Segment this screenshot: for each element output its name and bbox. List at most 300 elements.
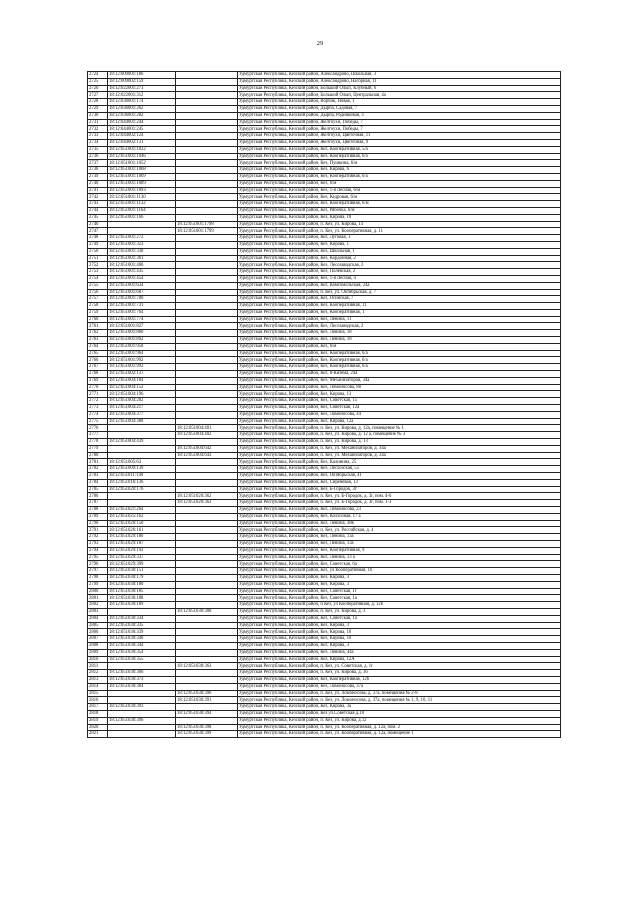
- address-cell: Удмуртская Республика, Кезский район, Кез, Кирова, 10: [238, 629, 561, 636]
- cadastral-number-cell: 18:12:051030:366: [108, 670, 176, 677]
- address-cell: Удмуртская Республика, Кезский район, п. Кез, ул. Кирова, д. 3: [238, 608, 561, 615]
- address-cell: Удмуртская Республика, Кезский район, Кез, Кооперативная, 6/а: [238, 357, 561, 364]
- row-number-cell: 2747: [88, 228, 108, 235]
- sub-cadastral-number-cell: [176, 364, 238, 371]
- sub-cadastral-number-cell: [176, 629, 238, 636]
- row-number-cell: 2786: [88, 493, 108, 500]
- row-number-cell: 2758: [88, 303, 108, 310]
- sub-cadastral-number-cell: [176, 683, 238, 690]
- address-cell: Удмуртская Республика, Кезский район, Кез, Школьная, 1: [238, 248, 561, 255]
- sub-cadastral-number-cell: [176, 595, 238, 602]
- row-number-cell: 2803: [88, 608, 108, 615]
- cadastral-number-cell: 18:12:051004:439: [108, 439, 176, 446]
- address-cell: Удмуртская Республика, Кезский район, п. Кез, ул. Ломоносова, д. 37а, помещения № 2-8: [238, 690, 561, 697]
- address-cell: Удмуртская Республика, Кезский район, Кез, Кирова, 3: [238, 581, 561, 588]
- table-row: [88, 112, 561, 119]
- cadastral-number-cell: 18:12:051001:1132: [108, 201, 176, 208]
- sub-cadastral-number-cell: [176, 479, 238, 486]
- sub-cadastral-number-cell: [176, 615, 238, 622]
- sub-cadastral-number-cell: [176, 289, 238, 296]
- table-row: [88, 704, 561, 711]
- sub-cadastral-number-cell: [176, 466, 238, 473]
- sub-cadastral-number-cell: [176, 92, 238, 99]
- cadastral-number-cell: 18:12:051025:162: [108, 513, 176, 520]
- row-number-cell: 2730: [88, 112, 108, 119]
- sub-cadastral-number-cell: [176, 486, 238, 493]
- sub-cadastral-number-cell: [176, 119, 238, 126]
- row-number-cell: 2812: [88, 670, 108, 677]
- row-number-cell: 2790: [88, 520, 108, 527]
- cadastral-number-cell: [108, 690, 176, 697]
- row-number-cell: 2746: [88, 221, 108, 228]
- row-number-cell: 2737: [88, 160, 108, 167]
- address-cell: Удмуртская Республика, Кезский район, Кез, Кирова, 3: [238, 622, 561, 629]
- table-row: [88, 527, 561, 534]
- cadastral-number-cell: 18:12:051030:340: [108, 636, 176, 643]
- table-row: [88, 520, 561, 527]
- cadastral-number-cell: 18:12:051001:700: [108, 296, 176, 303]
- table-row: [88, 670, 561, 677]
- sub-cadastral-number-cell: [176, 262, 238, 269]
- table-row: [88, 201, 561, 208]
- table-row: [88, 173, 561, 180]
- row-number-cell: 2802: [88, 602, 108, 609]
- sub-cadastral-number-cell: [176, 371, 238, 378]
- table-row: [88, 459, 561, 466]
- sub-cadastral-number-cell: [176, 316, 238, 323]
- cadastral-number-cell: 18:12:022001:312: [108, 92, 176, 99]
- sub-cadastral-number-cell: [176, 214, 238, 221]
- sub-cadastral-number-cell: [176, 520, 238, 527]
- sub-cadastral-number-cell: [176, 248, 238, 255]
- cadastral-number-cell: 18:12:051001:892: [108, 337, 176, 344]
- sub-cadastral-number-cell: [176, 126, 238, 133]
- cadastral-number-cell: [108, 432, 176, 439]
- row-number-cell: 2769: [88, 377, 108, 384]
- table-row: [88, 561, 561, 568]
- row-number-cell: 2794: [88, 547, 108, 554]
- sub-cadastral-number-cell: [176, 540, 238, 547]
- address-cell: Удмуртская Республика, Кезский район, Кез, 8-Кизема, 24а: [238, 371, 561, 378]
- row-number-cell: 2744: [88, 207, 108, 214]
- sub-cadastral-number-cell: [176, 337, 238, 344]
- row-number-cell: 2779: [88, 445, 108, 452]
- cadastral-number-cell: 18:12:051030:188: [108, 595, 176, 602]
- cadastral-number-cell: 18:12:051001:1069: [108, 173, 176, 180]
- row-number-cell: 2768: [88, 371, 108, 378]
- cadastral-number-cell: 18:12:051029:337: [108, 554, 176, 561]
- cadastral-number-cell: 18:12:051029:192: [108, 547, 176, 554]
- sub-cadastral-number-cell: [176, 636, 238, 643]
- row-number-cell: 2762: [88, 330, 108, 337]
- row-number-cell: 2740: [88, 180, 108, 187]
- cadastral-number-cell: 18:12:051030:339: [108, 629, 176, 636]
- cadastral-number-cell: [108, 663, 176, 670]
- cadastral-number-cell: 18:12:051001:1164: [108, 207, 176, 214]
- address-cell: Удмуртская Республика, Кезский район, п. Кез, ул. Советская, д. 1г: [238, 663, 561, 670]
- row-number-cell: 2788: [88, 507, 108, 514]
- sub-cadastral-number-cell: 18:12:051030:390: [176, 690, 238, 697]
- row-number-cell: 2743: [88, 201, 108, 208]
- table-row: [88, 194, 561, 201]
- cadastral-number-cell: 18:12:051002:137: [108, 371, 176, 378]
- address-cell: Удмуртская Республика, Кезский район, Кез, Пушкина, 6/м: [238, 160, 561, 167]
- sub-cadastral-number-cell: [176, 418, 238, 425]
- row-number-cell: 2773: [88, 405, 108, 412]
- sub-cadastral-number-cell: [176, 561, 238, 568]
- cadastral-number-cell: 18:12:051030:384: [108, 683, 176, 690]
- address-cell: Удмуртская Республика, Кезский район, Кез, Механизаторов, 34а: [238, 377, 561, 384]
- cadastral-number-cell: 18:12:009001:186: [108, 72, 176, 79]
- sub-cadastral-number-cell: 18:12:051030:399: [176, 731, 238, 738]
- address-cell: Удмуртская Республика, Кезский район, п. Кез, ул. Ломоносова, д. 37а, помещения № 1, 9, 10, 11: [238, 697, 561, 704]
- sub-cadastral-number-cell: [176, 405, 238, 412]
- table-row: [88, 411, 561, 418]
- table-row: [88, 445, 561, 452]
- address-cell: Удмуртская Республика, Кезский район, Кез, Ленина, 11: [238, 316, 561, 323]
- row-number-cell: 2753: [88, 269, 108, 276]
- table-row: [88, 534, 561, 541]
- row-number-cell: 2789: [88, 513, 108, 520]
- table-row: [88, 439, 561, 446]
- cadastral-number-cell: 18:12:051029:187: [108, 540, 176, 547]
- address-cell: Удмуртская Республика, Кезский район, Кез, 1-я Лесная, 4: [238, 275, 561, 282]
- table-row: [88, 92, 561, 99]
- cadastral-number-cell: 18:12:051009:139: [108, 466, 176, 473]
- table-row: [88, 221, 561, 228]
- cadastral-number-cell: 18:12:051020:176: [108, 486, 176, 493]
- sub-cadastral-number-cell: [176, 602, 238, 609]
- sub-cadastral-number-cell: [176, 153, 238, 160]
- cadastral-number-cell: 18:12:051004:388: [108, 418, 176, 425]
- table-row: [88, 187, 561, 194]
- cadastral-number-cell: 18:12:051004:184: [108, 377, 176, 384]
- table-row: [88, 85, 561, 92]
- cadastral-number-cell: 18:12:051030:185: [108, 588, 176, 595]
- table-row: [88, 717, 561, 724]
- table-row: [88, 153, 561, 160]
- row-number-cell: 2778: [88, 439, 108, 446]
- address-cell: Удмуртская Республика, Кезский район, Кез, Комсомольская, 24а: [238, 282, 561, 289]
- row-number-cell: 2738: [88, 167, 108, 174]
- row-number-cell: 2741: [88, 187, 108, 194]
- address-cell: Удмуртская Республика, Кезский район, Желтоухи, Победы, 7: [238, 119, 561, 126]
- address-cell: Удмуртская Республика, Кезский район, Кез, Ломоносова, 44: [238, 411, 561, 418]
- cadastral-number-cell: 18:12:051011:140: [108, 473, 176, 480]
- row-number-cell: 2735: [88, 146, 108, 153]
- row-number-cell: 2751: [88, 255, 108, 262]
- row-number-cell: 2785: [88, 486, 108, 493]
- row-number-cell: 2760: [88, 316, 108, 323]
- table-row: [88, 343, 561, 350]
- sub-cadastral-number-cell: [176, 309, 238, 316]
- sub-cadastral-number-cell: [176, 160, 238, 167]
- cadastral-number-cell: 18:12:051001:1130: [108, 194, 176, 201]
- cadastral-number-cell: 18:12:051001:687: [108, 289, 176, 296]
- sub-cadastral-number-cell: [176, 296, 238, 303]
- table-row: [88, 697, 561, 704]
- cadastral-number-cell: 18:12:051001:1068: [108, 167, 176, 174]
- address-cell: Удмуртская Республика, Кезский район, Кез, Кедровая, 6/м: [238, 194, 561, 201]
- address-cell: Удмуртская Республика, Кезский район, Кез, 6/м: [238, 180, 561, 187]
- table-row: [88, 364, 561, 371]
- table-row: [88, 235, 561, 242]
- sub-cadastral-number-cell: [176, 78, 238, 85]
- cadastral-number-cell: 18:12:051030:354: [108, 649, 176, 656]
- row-number-cell: 2797: [88, 568, 108, 575]
- page-number: 29: [316, 40, 324, 47]
- sub-cadastral-number-cell: [176, 180, 238, 187]
- table-row: [88, 649, 561, 656]
- cadastral-number-cell: 18:12:051001:764: [108, 309, 176, 316]
- address-cell: Удмуртская Республика, Кезский район, Кез, Ломоносова, 23: [238, 507, 561, 514]
- address-cell: Удмуртская Республика, Кезский район, п. Кез, ул. Кирова, д. 12а, помещение № 1: [238, 425, 561, 432]
- row-number-cell: 2776: [88, 425, 108, 432]
- table-row: [88, 540, 561, 547]
- sub-cadastral-number-cell: [176, 350, 238, 357]
- row-number-cell: 2780: [88, 452, 108, 459]
- address-cell: Удмуртская Республика, Кезский район, Кез, Сиреневая, 13: [238, 479, 561, 486]
- sub-cadastral-number-cell: [176, 357, 238, 364]
- address-cell: Удмуртская Республика, Кезский район, Кез, Кирова, 12А: [238, 656, 561, 663]
- row-number-cell: 2766: [88, 357, 108, 364]
- address-cell: Удмуртская Республика, Кезский район, Кез, Кооперативная, 12б: [238, 676, 561, 683]
- sub-cadastral-number-cell: [176, 574, 238, 581]
- row-number-cell: 2804: [88, 615, 108, 622]
- sub-cadastral-number-cell: [176, 187, 238, 194]
- sub-cadastral-number-cell: 18:12:051020:363: [176, 500, 238, 507]
- row-number-cell: 2774: [88, 411, 108, 418]
- row-number-cell: 2765: [88, 350, 108, 357]
- table-row: [88, 337, 561, 344]
- cadastral-number-cell: 18:12:051030:179: [108, 574, 176, 581]
- address-cell: Удмуртская Республика, Кезский район, Кез, Советская, 1г: [238, 588, 561, 595]
- table-row: [88, 296, 561, 303]
- address-cell: Удмуртская Республика, Кезский район, Кез, 1-я Лесная, 6/м: [238, 187, 561, 194]
- cadastral-number-cell: 18:12:051001:993: [108, 364, 176, 371]
- table-row: [88, 323, 561, 330]
- row-number-cell: 2805: [88, 622, 108, 629]
- row-number-cell: 2739: [88, 173, 108, 180]
- cadastral-number-cell: 18:12:051001:330: [108, 248, 176, 255]
- cadastral-number-cell: 18:12:051001:1089: [108, 180, 176, 187]
- sub-cadastral-number-cell: [176, 554, 238, 561]
- cadastral-number-cell: 18:12:051004:202: [108, 398, 176, 405]
- address-cell: Удмуртская Республика, Кезский район, Кез, Кооперативная, 11: [238, 303, 561, 310]
- sub-cadastral-number-cell: [176, 146, 238, 153]
- row-number-cell: 2727: [88, 92, 108, 99]
- cadastral-number-cell: 18:12:051029:186: [108, 534, 176, 541]
- address-cell: Удмуртская Республика, Кезский район, Кез, Кооперативная, 5/а: [238, 146, 561, 153]
- row-number-cell: 2726: [88, 85, 108, 92]
- cadastral-number-cell: 18:12:051004:377: [108, 411, 176, 418]
- table-row: [88, 473, 561, 480]
- cadastral-number-cell: 18:12:051004:217: [108, 405, 176, 412]
- cadastral-number-cell: 18:12:051030:344: [108, 642, 176, 649]
- table-row: [88, 724, 561, 731]
- address-cell: Удмуртская Республика, Кезский район, Александрово, Нагорная, 11: [238, 78, 561, 85]
- sub-cadastral-number-cell: [176, 384, 238, 391]
- address-cell: Удмуртская Республика, Кезский район, Кез, Ленина, 44а: [238, 649, 561, 656]
- sub-cadastral-number-cell: 18:12:051001:1799: [176, 228, 238, 235]
- address-cell: Удмуртская Республика, Кезский район, п. Кез, ул. Кооперативная, д. 12а, помещение 1: [238, 731, 561, 738]
- sub-cadastral-number-cell: 18:12:051030:391: [176, 697, 238, 704]
- sub-cadastral-number-cell: [176, 255, 238, 262]
- address-cell: Удмуртская Республика, Кезский район, Кез, Октябрьская, 41: [238, 473, 561, 480]
- table-row: [88, 622, 561, 629]
- sub-cadastral-number-cell: [176, 507, 238, 514]
- address-cell: Удмуртская Республика, Кезский район, Кез, Рябочка, 6/м: [238, 207, 561, 214]
- table-row: [88, 357, 561, 364]
- address-cell: Удмуртская Республика, Кезский район, Кез, Ломоносова, 37а: [238, 683, 561, 690]
- sub-cadastral-number-cell: [176, 343, 238, 350]
- sub-cadastral-number-cell: 18:12:051020:362: [176, 493, 238, 500]
- row-number-cell: 2771: [88, 391, 108, 398]
- cadastral-number-cell: [108, 228, 176, 235]
- address-cell: Удмуртская Республика, Кезский район, Кез, Кооперативная, 6/а: [238, 350, 561, 357]
- sub-cadastral-number-cell: [176, 133, 238, 140]
- table-row: [88, 255, 561, 262]
- table-row: [88, 554, 561, 561]
- row-number-cell: 2754: [88, 275, 108, 282]
- address-cell: Удмуртская Республика, Кезский район, Кез, Кооперативная, 6/а: [238, 153, 561, 160]
- row-number-cell: 2813: [88, 676, 108, 683]
- cadastral-number-cell: 18:12:051001:634: [108, 282, 176, 289]
- row-number-cell: 2745: [88, 214, 108, 221]
- address-cell: Удмуртская Республика, Кезский район, Кез, Полевская, 2: [238, 269, 561, 276]
- sub-cadastral-number-cell: [176, 391, 238, 398]
- row-number-cell: 2806: [88, 629, 108, 636]
- address-cell: Удмуртская Республика, Кезский район, п. Кез, ул. Кирова, д. 12 а, помещение № 3: [238, 432, 561, 439]
- table-row: [88, 119, 561, 126]
- table-row: [88, 731, 561, 738]
- row-number-cell: 2795: [88, 554, 108, 561]
- table-row: [88, 248, 561, 255]
- address-cell: Удмуртская Республика, Кезский район, Кез, Кооперативная, 6/а: [238, 173, 561, 180]
- sub-cadastral-number-cell: 18:12:051004:402: [176, 432, 238, 439]
- table-row: [88, 384, 561, 391]
- table-row: [88, 452, 561, 459]
- address-cell: Удмуртская Республика, Кезский район, Кез, Кирова, 10: [238, 636, 561, 643]
- address-cell: Удмуртская Республика, Кезский район, Кез, Лесозаводская, 2: [238, 323, 561, 330]
- sub-cadastral-number-cell: [176, 85, 238, 92]
- row-number-cell: 2787: [88, 500, 108, 507]
- table-row: [88, 574, 561, 581]
- row-number-cell: 2815: [88, 690, 108, 697]
- property-registry-table: [87, 71, 561, 738]
- address-cell: Удмуртская Республика, Кезский район, Кез, Колхозная, 17 а: [238, 513, 561, 520]
- address-cell: Удмуртская Республика, Кезский район, п. Кез, ул. Кирова, д. 13: [238, 439, 561, 446]
- sub-cadastral-number-cell: [176, 473, 238, 480]
- address-cell: Удмуртская Республика, Кезский район, Кез, Кирова, 13: [238, 391, 561, 398]
- table-row: [88, 78, 561, 85]
- table-row: [88, 588, 561, 595]
- sub-cadastral-number-cell: [176, 303, 238, 310]
- cadastral-number-cell: [108, 445, 176, 452]
- address-cell: Удмуртская Республика, Кезский район, Кез ул.Советская д.18: [238, 710, 561, 717]
- sub-cadastral-number-cell: [176, 167, 238, 174]
- sub-cadastral-number-cell: [176, 459, 238, 466]
- cadastral-number-cell: 18:12:044001:245: [108, 126, 176, 133]
- table-row: [88, 309, 561, 316]
- row-number-cell: 2810: [88, 656, 108, 663]
- table-row: [88, 405, 561, 412]
- sub-cadastral-number-cell: 18:12:051030:363: [176, 663, 238, 670]
- address-cell: Удмуртская Республика, Кезский район, Кез, Кирова, 3: [238, 642, 561, 649]
- address-cell: Удмуртская Республика, Кезский район, Дырпа, Садовая, 7: [238, 105, 561, 112]
- row-number-cell: 2808: [88, 642, 108, 649]
- cadastral-number-cell: 18:12:051001:361: [108, 255, 176, 262]
- address-cell: Удмуртская Республика, Кезский район, Кез, Осинская, 7: [238, 296, 561, 303]
- row-number-cell: 2784: [88, 479, 108, 486]
- table-row: [88, 377, 561, 384]
- table-row: [88, 663, 561, 670]
- sub-cadastral-number-cell: [176, 330, 238, 337]
- row-number-cell: 2733: [88, 133, 108, 140]
- cadastral-number-cell: 18:12:051026:150: [108, 520, 176, 527]
- row-number-cell: 2752: [88, 262, 108, 269]
- cadastral-number-cell: 18:12:051030:355: [108, 656, 176, 663]
- row-number-cell: 2725: [88, 78, 108, 85]
- sub-cadastral-number-cell: [176, 534, 238, 541]
- cadastral-number-cell: 18:12:044001:244: [108, 119, 176, 126]
- address-cell: Удмуртская Республика, Кезский район, п. Кез, ул. Октябрьская, д. 7: [238, 289, 561, 296]
- cadastral-number-cell: 18:12:051001:958: [108, 343, 176, 350]
- address-cell: Удмуртская Республика, Кезский район, п. Кез, ул. Кооперативная, д. 11: [238, 228, 561, 235]
- table-row: [88, 262, 561, 269]
- table-row: [88, 282, 561, 289]
- table-row: [88, 432, 561, 439]
- row-number-cell: 2819: [88, 717, 108, 724]
- table-row: [88, 139, 561, 146]
- address-cell: Удмуртская Республика, Кезский район, Кез, Кордонная, 2: [238, 255, 561, 262]
- cadastral-number-cell: 18:12:044002:124: [108, 133, 176, 140]
- table-row: [88, 289, 561, 296]
- row-number-cell: 2782: [88, 466, 108, 473]
- table-row: [88, 500, 561, 507]
- cadastral-number-cell: 18:12:051001:272: [108, 235, 176, 242]
- table-row: [88, 133, 561, 140]
- table-row: [88, 656, 561, 663]
- address-cell: Удмуртская Республика, Кезский район, Кез, Кооперативная, 1: [238, 309, 561, 316]
- address-cell: Удмуртская Республика, Кезский район, Кез, Кооперативная, 9: [238, 547, 561, 554]
- row-number-cell: 2728: [88, 99, 108, 106]
- cadastral-number-cell: 18:12:051030:396: [108, 717, 176, 724]
- address-cell: Удмуртская Республика, Кезский район, Кез, Советская, 15: [238, 398, 561, 405]
- table-row: [88, 486, 561, 493]
- table-row: [88, 228, 561, 235]
- sub-cadastral-number-cell: [176, 275, 238, 282]
- cadastral-number-cell: 18:12:051030:189: [108, 602, 176, 609]
- sub-cadastral-number-cell: [176, 704, 238, 711]
- table-row: [88, 425, 561, 432]
- table-row: [88, 180, 561, 187]
- table-row: [88, 676, 561, 683]
- sub-cadastral-number-cell: 18:12:051030:308: [176, 608, 238, 615]
- table-row: [88, 167, 561, 174]
- address-cell: Удмуртская Республика, Кезский район, п. Кез, ул. Б-Городок, д. 3г, пом. 1-3: [238, 500, 561, 507]
- row-number-cell: 2799: [88, 581, 108, 588]
- sub-cadastral-number-cell: [176, 269, 238, 276]
- table-row: [88, 316, 561, 323]
- row-number-cell: 2755: [88, 282, 108, 289]
- address-cell: Удмуртская Республика, Кезский район, Кез, Советская, 1а: [238, 615, 561, 622]
- address-cell: Удмуртская Республика, Кезский район, п. Кез, ул. Б-Городок, д. 3г, пом. 4-6: [238, 493, 561, 500]
- address-cell: Удмуртская Республика, Кезский район, п. Кез, ул. Кирова, д. 36: [238, 670, 561, 677]
- table-row: [88, 72, 561, 79]
- address-cell: Удмуртская Республика, Кезский район, Кез, Б-Городок, 3г: [238, 486, 561, 493]
- sub-cadastral-number-cell: [176, 241, 238, 248]
